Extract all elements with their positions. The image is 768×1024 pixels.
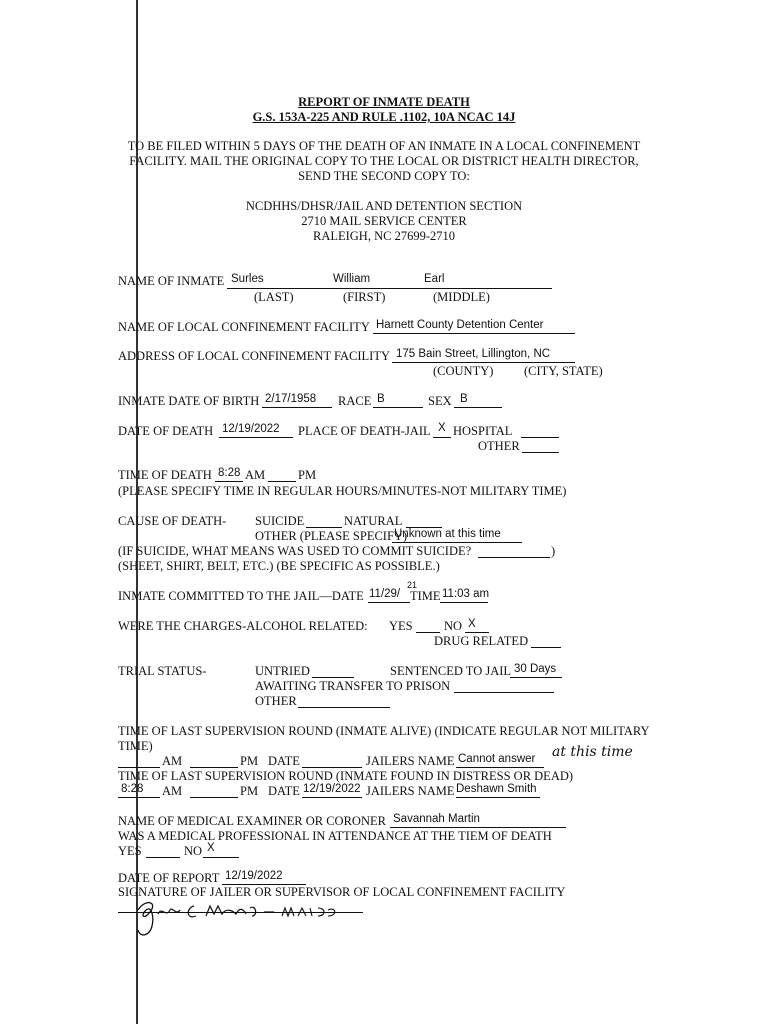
sex-label: SEX [428, 394, 452, 408]
charges-no-mark: X [468, 618, 476, 630]
form-statute: G.S. 153A-225 AND RULE .1102, 10A NCAC 14J [252, 110, 516, 124]
committed-date-underline [368, 602, 410, 603]
time-of-death-label: TIME OF DEATH [118, 468, 212, 482]
form-title: REPORT OF INMATE DEATH [298, 95, 470, 109]
supervision-alive-label: TIME OF LAST SUPERVISION ROUND (INMATE ALIVE) (INDICATE REGULAR NOT MILITARY [118, 724, 650, 738]
sentenced-underline [510, 677, 562, 678]
facility-name-underline [373, 333, 575, 334]
other-specify-underline [392, 542, 522, 543]
distress-date: 12/19/2022 [303, 783, 361, 795]
untried-underline [312, 677, 354, 678]
attendance-no-mark: X [207, 842, 215, 854]
inmate-last-name: Surles [231, 273, 264, 285]
dob-underline [262, 407, 332, 408]
death-date-underline [219, 437, 293, 438]
death-date-label: DATE OF DEATH [118, 424, 214, 438]
sentenced-value: 30 Days [514, 663, 557, 675]
suicide-note: (SHEET, SHIRT, BELT, ETC.) (BE SPECIFIC AS POSSIBLE.) [118, 559, 440, 573]
medical-attendance-label: WAS A MEDICAL PROFESSIONAL IN ATTENDANCE AT THE TIEM OF DEATH [118, 829, 552, 843]
instructions-line-3: SEND THE SECOND COPY TO: [298, 169, 470, 183]
attendance-no-underline [203, 857, 239, 858]
alive-jailer-underline [456, 767, 544, 768]
time-am-label: AM [245, 468, 266, 482]
time-pm-label: PM [298, 468, 317, 482]
alive-date-underline [302, 767, 362, 768]
alive-am-label: AM [162, 754, 183, 768]
untried-label: UNTRIED [255, 664, 310, 678]
supervision-alive-label-2: TIME) [118, 739, 153, 753]
committed-label: INMATE COMMITTED TO THE JAIL—DATE [118, 589, 364, 603]
inmate-name-underline [227, 288, 552, 289]
suicide-question: (IF SUICIDE, WHAT MEANS WAS USED TO COMMIT SUICIDE? [118, 544, 472, 558]
inmate-dob: 2/17/1958 [265, 393, 317, 405]
report-date-label: DATE OF REPORT [118, 871, 220, 885]
attendance-yes-underline [146, 857, 180, 858]
signature-image [132, 896, 342, 946]
other-place-underline [522, 452, 559, 453]
awaiting-transfer-label: AWAITING TRANSFER TO PRISON [255, 679, 451, 693]
mail-address-line-1: NCDHHS/DHSR/JAIL AND DETENTION SECTION [245, 199, 523, 213]
natural-label: NATURAL [344, 514, 403, 528]
time-pm-underline [268, 481, 296, 482]
alive-jailer-name: Cannot answer [458, 753, 536, 765]
time-note: (PLEASE SPECIFY TIME IN REGULAR HOURS/MINUTES-NOT MILITARY TIME) [118, 484, 567, 498]
distress-time-underline [118, 797, 160, 798]
first-name-caption: (FIRST) [343, 290, 386, 304]
instructions-line-2: FACILITY. MAIL THE ORIGINAL COPY TO THE LOCAL OR DISTRICT HEALTH DIRECTOR, [129, 154, 639, 168]
middle-name-caption: (MIDDLE) [433, 290, 490, 304]
time-of-death-underline [215, 481, 243, 482]
inmate-sex: B [460, 393, 468, 405]
dob-label: INMATE DATE OF BIRTH [118, 394, 260, 408]
jail-underline [433, 437, 451, 438]
medical-examiner-label: NAME OF MEDICAL EXAMINER OR CORONER [118, 814, 386, 828]
facility-address-label: ADDRESS OF LOCAL CONFINEMENT FACILITY [118, 349, 391, 363]
sex-underline [454, 407, 502, 408]
race-label: RACE [338, 394, 372, 408]
charges-no-label: NO [444, 619, 463, 633]
alive-pm-underline [190, 767, 238, 768]
signature-scribble [132, 896, 342, 942]
alive-date-label: DATE [268, 754, 300, 768]
facility-address: 175 Bain Street, Lillington, NC [396, 348, 551, 360]
hospital-label: HOSPITAL [453, 424, 513, 438]
committed-date-overwrite: 21 [407, 580, 418, 590]
trial-other-label: OTHER [255, 694, 297, 708]
committed-time-underline [440, 602, 488, 603]
medical-examiner-underline [390, 827, 566, 828]
hospital-underline [521, 437, 559, 438]
race-underline [373, 407, 423, 408]
inmate-middle-name: Earl [424, 273, 445, 285]
distress-pm-underline [190, 797, 238, 798]
attendance-no-label: NO [184, 844, 203, 858]
place-jail-mark: X [438, 422, 446, 434]
drug-related-label: DRUG RELATED [434, 634, 529, 648]
facility-name: Harnett County Detention Center [376, 319, 544, 331]
committed-date: 11/29/ [369, 588, 401, 600]
mail-address-line-3: RALEIGH, NC 27699-2710 [312, 229, 455, 243]
suicide-question-close: ) [551, 544, 556, 558]
inmate-race: B [377, 393, 385, 405]
suicide-means-underline [478, 557, 550, 558]
charges-yes-label: YES [389, 619, 413, 633]
awaiting-transfer-underline [454, 692, 554, 693]
alive-pm-label: PM [240, 754, 259, 768]
committed-time: 11:03 am [442, 588, 490, 600]
trial-status-label: TRIAL STATUS- [118, 664, 207, 678]
distress-pm-label: PM [240, 784, 259, 798]
inmate-name-label: NAME OF INMATE [118, 274, 225, 288]
suicide-underline [306, 527, 342, 528]
distress-time: 8:28 [121, 783, 144, 795]
distress-jailer-underline [456, 797, 540, 798]
place-of-death-label: PLACE OF DEATH-JAIL [298, 424, 431, 438]
drug-related-underline [531, 647, 561, 648]
other-specify-label: OTHER (PLEASE SPECIFY) [255, 529, 408, 543]
suicide-label: SUICIDE [255, 514, 305, 528]
sentenced-label: SENTENCED TO JAIL [390, 664, 512, 678]
distress-am-label: AM [162, 784, 183, 798]
charges-label: WERE THE CHARGES-ALCOHOL RELATED: [118, 619, 368, 633]
attendance-yes-label: YES [118, 844, 142, 858]
last-name-caption: (LAST) [254, 290, 294, 304]
other-cause: Unknown at this time [394, 528, 501, 540]
charges-no-underline [465, 632, 489, 633]
county-caption: (COUNTY) [433, 364, 494, 378]
cause-of-death-label: CAUSE OF DEATH- [118, 514, 227, 528]
charges-yes-underline [416, 632, 440, 633]
instructions-line-1: TO BE FILED WITHIN 5 DAYS OF THE DEATH OF AN INMATE IN A LOCAL CONFINEMENT [127, 139, 641, 153]
alive-am-underline [118, 767, 160, 768]
city-state-caption: (CITY, STATE) [524, 364, 603, 378]
alive-handwritten-note: at this time [552, 744, 633, 760]
committed-time-label: TIME [410, 589, 441, 603]
trial-other-underline [298, 707, 390, 708]
report-date: 12/19/2022 [225, 870, 283, 882]
time-of-death: 8:28 [218, 467, 241, 479]
signature-label: SIGNATURE OF JAILER OR SUPERVISOR OF LOCAL CONFINEMENT FACILITY [118, 885, 566, 899]
alive-jailers-label: JAILERS NAME [366, 754, 455, 768]
distress-jailer-name: Deshawn Smith [456, 783, 537, 795]
mail-address-line-2: 2710 MAIL SERVICE CENTER [301, 214, 467, 228]
medical-examiner-name: Savannah Martin [393, 813, 480, 825]
death-date: 12/19/2022 [222, 423, 280, 435]
distress-date-label: DATE [268, 784, 300, 798]
facility-address-underline [392, 362, 575, 363]
inmate-first-name: William [333, 273, 371, 285]
other-place-label: OTHER [478, 439, 520, 453]
distress-jailers-label: JAILERS NAME [366, 784, 455, 798]
facility-name-label: NAME OF LOCAL CONFINEMENT FACILITY [118, 320, 370, 334]
supervision-distress-label: TIME OF LAST SUPERVISION ROUND (INMATE FOUND IN DISTRESS OR DEAD) [118, 769, 574, 783]
distress-date-underline [302, 797, 362, 798]
